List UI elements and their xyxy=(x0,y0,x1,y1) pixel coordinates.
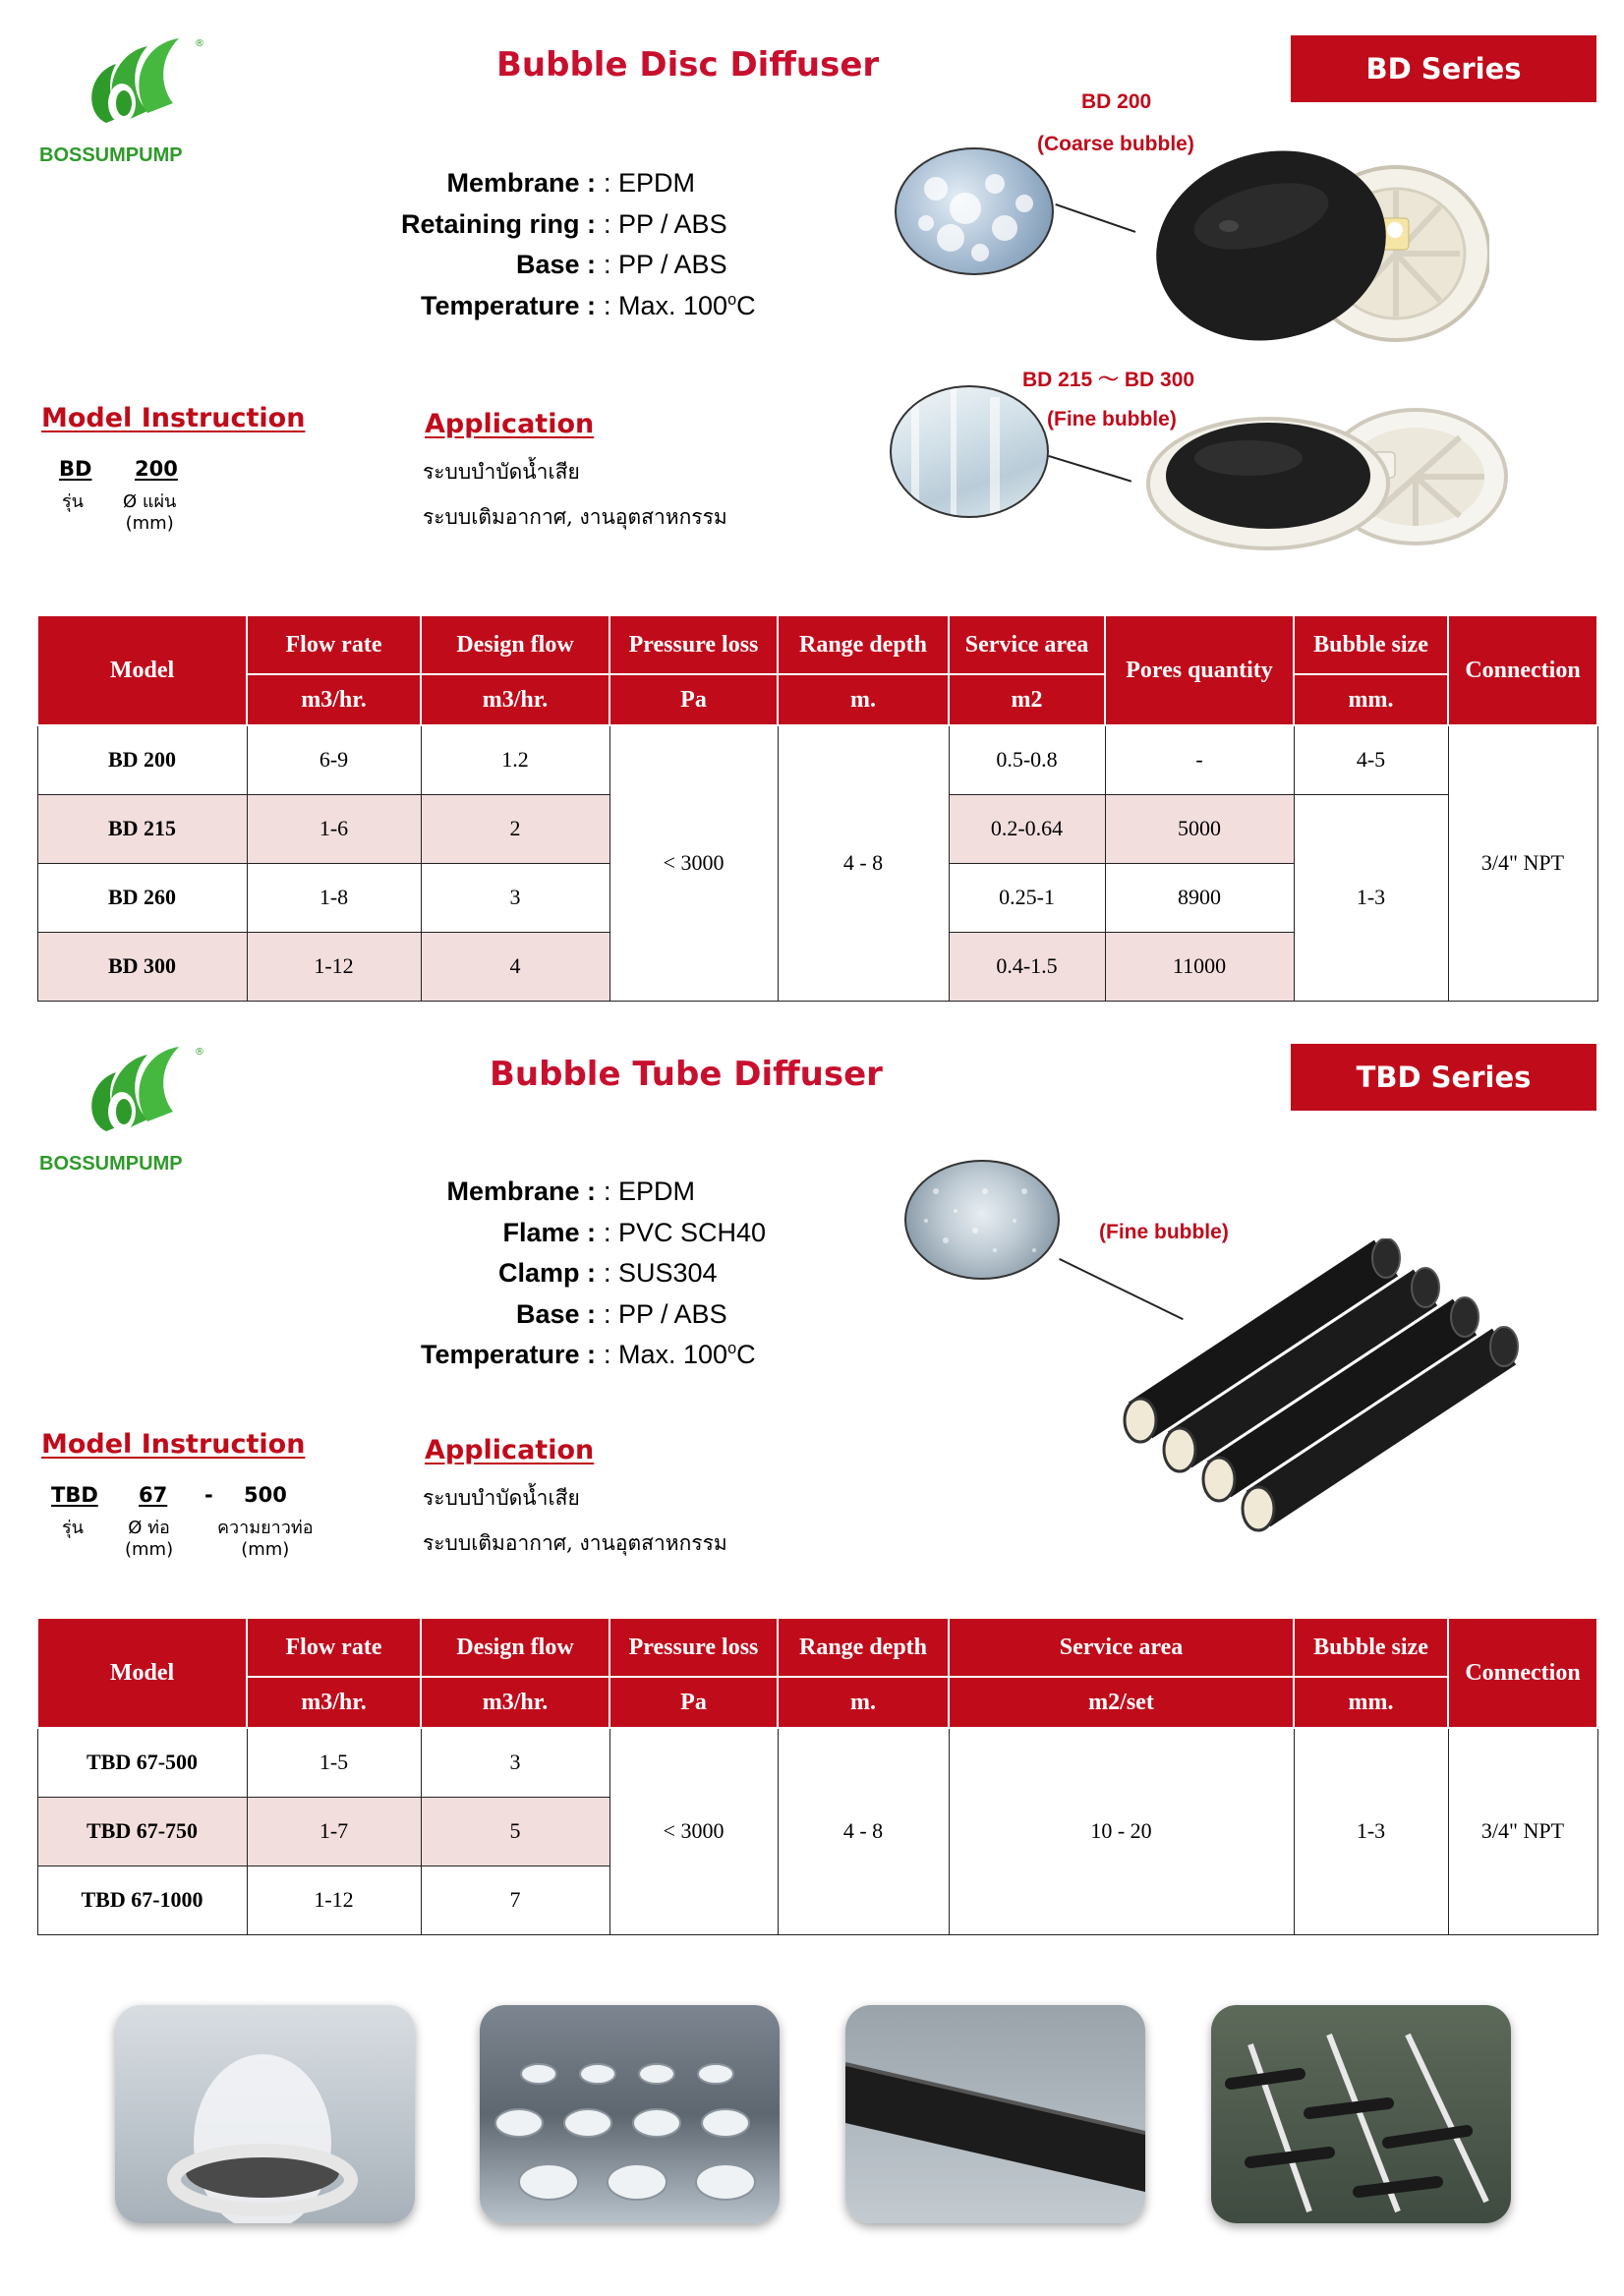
spec-list-tube xyxy=(393,1172,766,1376)
spec-label: Clamp : xyxy=(497,1258,596,1289)
col-header-design-flow: Design flow xyxy=(421,615,609,674)
model-note-series: รุ่น xyxy=(62,491,84,512)
cell-bubble: 1-3 xyxy=(1294,1728,1448,1934)
col-header-design-flow: Design flow xyxy=(421,1618,609,1677)
cell-range-depth: 4 - 8 xyxy=(778,725,949,1001)
spec-label: Retaining ring : xyxy=(401,208,596,239)
cell-flow: 1-12 xyxy=(247,932,421,1001)
cell-design: 4 xyxy=(421,932,609,1001)
cell-connection: 3/4" NPT xyxy=(1448,1728,1597,1934)
leader-line xyxy=(1055,203,1135,233)
col-header-pores: Pores quantity xyxy=(1105,615,1294,725)
cell-design: 2 xyxy=(421,794,609,863)
spec-row xyxy=(393,245,756,286)
col-header-bubble-size: Bubble size xyxy=(1294,615,1448,674)
cell-area: 0.5-0.8 xyxy=(949,725,1105,794)
col-unit: m3/hr. xyxy=(247,1677,421,1728)
tube-spec-table xyxy=(36,1617,1598,1935)
spec-row xyxy=(393,286,756,327)
cell-pressure-loss: < 3000 xyxy=(609,1728,778,1934)
spec-value: : Max. 100$^o$C xyxy=(604,290,756,320)
model-note-series: รุ่น xyxy=(62,1518,84,1538)
application-line: ระบบบำบัดน้ำเสีย xyxy=(423,1486,580,1510)
brand-name: BOSSUMPUMP xyxy=(39,144,183,166)
model-note-diameter: Ø แผ่น (mm) xyxy=(123,491,177,534)
col-header-connection: Connection xyxy=(1448,615,1597,725)
spec-label: Temperature : xyxy=(420,1340,596,1370)
fine-disc-diffuser-image xyxy=(1145,403,1509,550)
cell-model: BD 300 xyxy=(37,932,247,1001)
spec-label: Membrane : xyxy=(446,168,596,199)
photo-tube-field xyxy=(1211,2005,1511,2223)
spec-value: : PP / ABS xyxy=(604,250,727,280)
spec-value: : PP / ABS xyxy=(604,208,727,239)
col-unit: m3/hr. xyxy=(421,674,609,725)
application-heading-tube: Application xyxy=(425,1435,595,1465)
table-row xyxy=(37,1728,1597,1797)
brand-logo xyxy=(39,1043,206,1180)
cell-flow: 1-7 xyxy=(247,1797,421,1866)
col-unit: m2 xyxy=(949,674,1105,725)
col-unit: m. xyxy=(778,674,949,725)
model-code-length: 500 xyxy=(244,1483,287,1507)
model-code-series: TBD xyxy=(51,1483,98,1507)
cell-area: 0.2-0.64 xyxy=(949,794,1105,863)
spec-row xyxy=(393,163,756,204)
cell-bubble: 4-5 xyxy=(1294,725,1448,794)
col-header-pressure-loss: Pressure loss xyxy=(609,1618,778,1677)
cell-pores: 5000 xyxy=(1105,794,1294,863)
spec-label: Base : xyxy=(515,1298,596,1329)
application-line: ระบบบำบัดน้ำเสีย xyxy=(423,460,580,484)
cell-flow: 1-6 xyxy=(247,794,421,863)
cell-pressure-loss: < 3000 xyxy=(609,725,778,1001)
photo-tube-closeup xyxy=(845,2005,1145,2223)
cell-model: TBD 67-750 xyxy=(37,1797,247,1866)
model-note-diameter: Ø ท่อ (mm) xyxy=(125,1518,174,1560)
logo-swirl-icon xyxy=(79,1043,206,1141)
spec-label: Base : xyxy=(515,250,596,280)
label-coarse-bubble: (Coarse bubble) xyxy=(1037,133,1194,155)
model-instruction-heading-disc: Model Instruction xyxy=(41,403,306,433)
brand-name: BOSSUMPUMP xyxy=(39,1153,183,1175)
cell-design: 5 xyxy=(421,1797,609,1866)
spec-row xyxy=(393,1294,766,1336)
model-note-length: ความยาวท่อ (mm) xyxy=(217,1518,314,1560)
cell-bubble: 1-3 xyxy=(1294,794,1448,1001)
spec-value: : PVC SCH40 xyxy=(604,1217,767,1247)
cell-design: 3 xyxy=(421,863,609,932)
spec-value: : EPDM xyxy=(604,1177,696,1207)
series-badge-tbd: TBD Series xyxy=(1291,1044,1596,1111)
cell-flow: 1-12 xyxy=(247,1866,421,1934)
col-header-flow-rate: Flow rate xyxy=(247,615,421,674)
spec-value: : Max. 100$^o$C xyxy=(604,1340,756,1370)
label-bd215-300: BD 215 ～ BD 300 xyxy=(1022,369,1195,391)
spec-value: : PP / ABS xyxy=(604,1298,727,1329)
disc-spec-table xyxy=(36,614,1598,1002)
cell-pores: 8900 xyxy=(1105,863,1294,932)
svg-text:®: ® xyxy=(195,1047,204,1058)
application-line: ระบบเติมอากาศ, งานอุตสาหกรรม xyxy=(423,505,727,529)
page-title-tube: Bubble Tube Diffuser xyxy=(490,1055,883,1094)
cell-pores: - xyxy=(1105,725,1294,794)
photo-disc-field xyxy=(480,2005,780,2223)
model-code-series: BD xyxy=(59,457,92,481)
spec-row xyxy=(393,1335,766,1376)
cell-model: BD 215 xyxy=(37,794,247,863)
label-fine-bubble-tube: (Fine bubble) xyxy=(1099,1221,1229,1243)
spec-label: Flame : xyxy=(502,1217,596,1247)
spec-value: : EPDM xyxy=(604,168,696,199)
col-unit: Pa xyxy=(609,1677,778,1728)
col-unit: m. xyxy=(778,1677,949,1728)
model-instruction-heading-tube: Model Instruction xyxy=(41,1429,306,1460)
col-unit: m3/hr. xyxy=(247,674,421,725)
application-heading-disc: Application xyxy=(425,409,595,439)
table-row xyxy=(37,725,1597,794)
logo-swirl-icon xyxy=(79,34,206,133)
cell-model: TBD 67-1000 xyxy=(37,1866,247,1934)
label-fine-bubble: (Fine bubble) xyxy=(1047,408,1177,430)
cell-design: 7 xyxy=(421,1866,609,1934)
col-header-connection: Connection xyxy=(1448,1618,1597,1728)
col-header-service-area: Service area xyxy=(949,1618,1294,1677)
application-line: ระบบเติมอากาศ, งานอุตสาหกรรม xyxy=(423,1531,727,1555)
col-unit: m2/set xyxy=(949,1677,1294,1728)
col-header-bubble-size: Bubble size xyxy=(1294,1618,1448,1677)
cell-model: BD 200 xyxy=(37,725,247,794)
coarse-disc-diffuser-image xyxy=(1145,147,1489,344)
spec-label: Temperature : xyxy=(420,290,596,320)
cell-service-area: 10 - 20 xyxy=(949,1728,1294,1934)
series-badge-bd: BD Series xyxy=(1291,35,1596,102)
col-header-pressure-loss: Pressure loss xyxy=(609,615,778,674)
label-bd200: BD 200 xyxy=(1081,90,1152,113)
cell-flow: 1-5 xyxy=(247,1728,421,1797)
col-header-range-depth: Range depth xyxy=(778,615,949,674)
col-unit: m3/hr. xyxy=(421,1677,609,1728)
fine-bubble-closeup-image xyxy=(890,385,1049,518)
brand-logo xyxy=(39,34,206,172)
col-unit: mm. xyxy=(1294,1677,1448,1728)
col-unit: mm. xyxy=(1294,674,1448,725)
cell-model: BD 260 xyxy=(37,863,247,932)
spec-list-disc xyxy=(393,163,756,326)
leader-line xyxy=(1048,455,1131,483)
cell-pores: 11000 xyxy=(1105,932,1294,1001)
spec-row xyxy=(393,1253,766,1294)
tube-diffuser-image xyxy=(1091,1238,1534,1553)
spec-label: Membrane : xyxy=(446,1177,596,1207)
cell-area: 0.25-1 xyxy=(949,863,1105,932)
cell-design: 1.2 xyxy=(421,725,609,794)
svg-text:®: ® xyxy=(195,38,204,49)
cell-model: TBD 67-500 xyxy=(37,1728,247,1797)
cell-area: 0.4-1.5 xyxy=(949,932,1105,1001)
model-code-diameter: 200 xyxy=(135,457,178,481)
model-code-dash: - xyxy=(204,1483,213,1507)
cell-connection: 3/4" NPT xyxy=(1448,725,1597,1001)
tube-bubble-closeup-image xyxy=(904,1160,1060,1280)
col-header-service-area: Service area xyxy=(949,615,1105,674)
model-code-diameter: 67 xyxy=(139,1483,168,1507)
spec-value: : SUS304 xyxy=(604,1258,718,1289)
photo-disc-bubbling xyxy=(115,2005,415,2223)
cell-flow: 6-9 xyxy=(247,725,421,794)
col-header-flow-rate: Flow rate xyxy=(247,1618,421,1677)
page-title-disc: Bubble Disc Diffuser xyxy=(496,45,880,85)
col-header-range-depth: Range depth xyxy=(778,1618,949,1677)
cell-design: 3 xyxy=(421,1728,609,1797)
cell-range-depth: 4 - 8 xyxy=(778,1728,949,1934)
spec-row xyxy=(393,1213,766,1254)
coarse-bubble-closeup-image xyxy=(895,147,1054,275)
spec-row xyxy=(393,1172,766,1213)
cell-flow: 1-8 xyxy=(247,863,421,932)
col-header-model: Model xyxy=(37,615,247,725)
col-header-model: Model xyxy=(37,1618,247,1728)
col-unit: Pa xyxy=(609,674,778,725)
spec-row xyxy=(393,204,756,246)
